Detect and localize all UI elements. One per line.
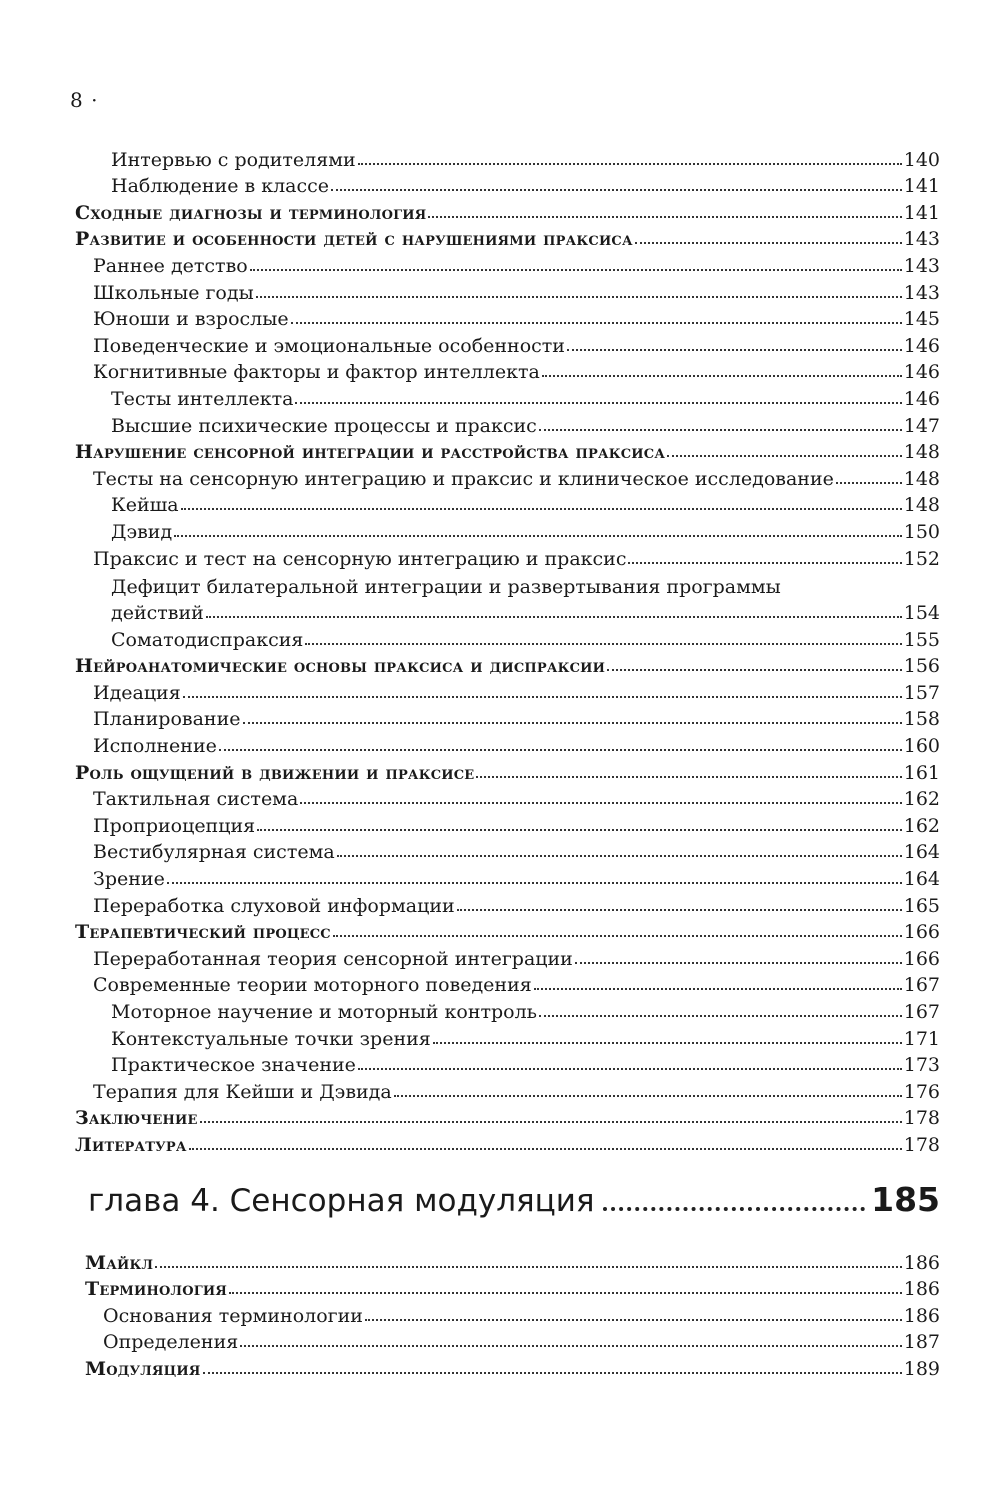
toc-entry-page: 158 (903, 708, 940, 731)
toc-entry-title: Литература (75, 1133, 187, 1156)
toc-entry (75, 250, 940, 277)
leader-dots (534, 988, 902, 990)
toc-entry-page: 167 (903, 1001, 940, 1023)
toc-entry (75, 943, 940, 970)
toc-entry (85, 1327, 940, 1354)
toc-entry-title: Заключение (75, 1107, 198, 1130)
toc-entry (75, 651, 940, 678)
toc-entry (75, 970, 940, 997)
toc-entry-page: 152 (903, 547, 940, 570)
toc-entry (75, 1050, 940, 1077)
leader-dots (394, 1095, 902, 1097)
toc-entry (75, 784, 940, 811)
toc-entry-page: 141 (903, 201, 940, 224)
toc-entry-title: Кейша (111, 494, 179, 517)
toc-entry (85, 1247, 940, 1274)
toc-entry (75, 304, 940, 331)
leader-dots (457, 909, 902, 911)
page-number: 8 · (70, 88, 99, 112)
chapter-title: глава 4. Сенсорная модуляция (88, 1183, 595, 1219)
toc-entry-page: 167 (903, 974, 940, 997)
toc-entry-title: Тесты интеллекта (111, 387, 294, 410)
toc-entry (85, 1353, 940, 1380)
toc-entry-page: 186 (903, 1251, 940, 1274)
toc-entry (75, 837, 940, 864)
leader-dots (206, 616, 902, 618)
toc-entry-title: Контекстуальные точки зрения (111, 1027, 431, 1050)
toc-entry-title: Вестибулярная система (93, 841, 335, 864)
toc-entry-page: 166 (903, 947, 940, 970)
toc-entry-title: Терапия для Кейши и Дэвида (93, 1080, 392, 1103)
toc-entry-page: 189 (903, 1357, 940, 1380)
leader-dots (365, 1319, 902, 1321)
toc-entry (75, 677, 940, 704)
toc-entry-title: Соматодиспраксия (111, 628, 304, 651)
toc-entry (75, 1129, 940, 1156)
toc-entry-title: Терминология (85, 1278, 228, 1301)
toc-entry-page: 154 (903, 602, 940, 625)
toc-entry (75, 996, 940, 1023)
toc-entry (75, 171, 940, 198)
toc-entry (75, 1023, 940, 1050)
toc-entry (85, 1300, 940, 1327)
toc-entry-title: Зрение (93, 868, 165, 891)
leader-dots (203, 1372, 902, 1374)
toc-entry-page: 143 (903, 254, 940, 277)
leader-dots (229, 1292, 902, 1294)
toc-entry-title: Определения (103, 1331, 239, 1354)
toc-entry-page: 162 (903, 788, 940, 811)
toc-entry (75, 410, 940, 437)
toc-entry-page: 178 (903, 1133, 940, 1156)
leader-dots (539, 1015, 902, 1017)
toc-entry (75, 1103, 940, 1130)
leader-dots (295, 402, 901, 404)
toc-entry-title: Нарушение сенсорной интеграции и расстройства праксиса (75, 441, 666, 464)
toc-entry-page: 186 (903, 1278, 940, 1301)
toc-entry (85, 1274, 940, 1301)
toc-entry (75, 383, 940, 410)
toc-entry (75, 437, 940, 464)
leader-dots (243, 722, 902, 724)
toc-entry (75, 863, 940, 890)
leader-dots (667, 455, 902, 457)
toc-entry (75, 757, 940, 784)
toc-entry-page: 143 (903, 281, 940, 304)
leader-dots (567, 349, 902, 351)
toc-entry-page: 156 (903, 655, 940, 678)
toc-entry (75, 570, 940, 598)
toc-entry-page: 166 (903, 921, 940, 944)
toc-entry-title: Дефицит билатеральной интеграции и развертывания программы (111, 575, 781, 598)
toc-entry-title: Переработанная теория сенсорной интеграции (93, 947, 573, 970)
toc-entry-page: 165 (903, 894, 940, 917)
toc-entry-page: 141 (903, 175, 940, 198)
toc-entry-page: 147 (903, 414, 940, 437)
leader-dots (358, 1068, 902, 1070)
toc-entry-page: 150 (903, 520, 940, 543)
toc-entry-title: Исполнение (93, 735, 217, 758)
leader-dots (433, 1042, 902, 1044)
leader-dots (183, 696, 902, 698)
table-of-contents-continued (85, 1247, 940, 1380)
leader-dots (200, 1121, 902, 1123)
toc-entry-title: Моторное научение и моторный контроль (111, 1001, 538, 1023)
toc-entry-page: 178 (903, 1107, 940, 1130)
toc-entry-page: 140 (903, 148, 940, 171)
toc-entry-page: 160 (903, 735, 940, 758)
toc-entry (75, 730, 940, 757)
leader-dots (219, 749, 902, 751)
leader-dots (291, 322, 902, 324)
toc-entry-page: 148 (903, 441, 940, 464)
toc-entry-page: 157 (903, 681, 940, 704)
toc-entry-title: Раннее детство (93, 254, 248, 277)
toc-entry-page: 146 (903, 334, 940, 357)
leader-dots (836, 482, 902, 484)
toc-entry-title: Современные теории моторного поведения (93, 974, 532, 997)
leader-dots (305, 643, 901, 645)
toc-entry (75, 543, 940, 570)
leader-dots (181, 508, 902, 510)
toc-entry-title: Роль ощущений в движении и праксисе (75, 761, 475, 784)
toc-entry (75, 463, 940, 490)
leader-dots (428, 216, 901, 218)
toc-entry-page: 143 (903, 228, 940, 251)
toc-entry-title: Когнитивные факторы и фактор интеллекта (93, 361, 540, 384)
toc-entry-title: Интервью с родителями (111, 148, 356, 171)
toc-entry (75, 144, 940, 171)
leader-dots (300, 802, 901, 804)
toc-entry-page: 148 (903, 467, 940, 490)
toc-entry-title: Тесты на сенсорную интеграцию и праксис и клиническое исследование (93, 467, 834, 490)
toc-entry-title: Нейроанатомические основы праксиса и диспраксии (75, 655, 606, 678)
toc-entry-page: 146 (903, 361, 940, 384)
toc-entry-page: 173 (903, 1054, 940, 1077)
toc-entry-page: 186 (903, 1304, 940, 1327)
leader-dots (607, 669, 902, 671)
table-of-contents (75, 144, 940, 1156)
leader-dots (240, 1345, 902, 1347)
toc-entry-page: 155 (903, 628, 940, 651)
leader-dots (542, 375, 902, 377)
toc-entry-page: 187 (903, 1331, 940, 1354)
chapter-heading (88, 1180, 940, 1219)
toc-entry-title: Идеация (93, 681, 181, 704)
chapter-page: 185 (871, 1180, 940, 1219)
toc-entry-title: Модуляция (85, 1357, 201, 1380)
toc-entry-title: Сходные диагнозы и терминология (75, 201, 427, 224)
toc-entry-page: 145 (903, 308, 940, 331)
toc-entry-page: 164 (903, 868, 940, 891)
toc-entry-page: 162 (903, 814, 940, 837)
toc-entry-title: Дэвид (111, 520, 173, 543)
toc-entry (75, 810, 940, 837)
leader-dots (628, 562, 901, 564)
leader-dots (174, 535, 902, 537)
leader-dots (250, 269, 902, 271)
leader-dots (476, 776, 901, 778)
leader-dots (635, 242, 902, 244)
toc-entry-title: Высшие психические процессы и праксис (111, 414, 537, 437)
toc-entry (75, 197, 940, 224)
toc-entry-title: Основания терминологии (103, 1304, 363, 1327)
toc-entry (75, 490, 940, 517)
toc-entry-title: Майкл (85, 1251, 154, 1274)
toc-entry-title: Школьные годы (93, 281, 254, 304)
leader-dots (358, 163, 902, 165)
leader-dots (331, 189, 902, 191)
toc-entry-title: Практическое значение (111, 1054, 356, 1077)
toc-entry-title: Тактильная система (93, 788, 299, 811)
toc-entry-title: Поведенческие и эмоциональные особенности (93, 334, 565, 357)
toc-entry-title: Планирование (93, 708, 241, 731)
leader-dots (189, 1148, 902, 1150)
leader-dots (167, 882, 902, 884)
toc-entry (75, 624, 940, 651)
leader-dots (603, 1207, 866, 1211)
toc-entry-title: Проприоцепция (93, 814, 256, 837)
toc-entry (75, 598, 940, 625)
toc-entry-page: 171 (903, 1027, 940, 1050)
toc-entry-title: Переработка слуховой информации (93, 894, 455, 917)
leader-dots (337, 855, 902, 857)
toc-entry-page: 176 (903, 1080, 940, 1103)
toc-entry (75, 1076, 940, 1103)
toc-entry-title: Наблюдение в классе (111, 175, 330, 198)
toc-entry (75, 890, 940, 917)
toc-entry (75, 704, 940, 731)
leader-dots (155, 1266, 902, 1268)
leader-dots (333, 935, 902, 937)
toc-entry-page: 148 (903, 494, 940, 517)
leader-dots (256, 296, 902, 298)
toc-entry (75, 224, 940, 251)
toc-entry (75, 516, 940, 543)
toc-entry-page: 161 (903, 761, 940, 784)
toc-entry-title: Юноши и взрослые (93, 308, 289, 331)
toc-entry (75, 277, 940, 304)
toc-entry (75, 330, 940, 357)
toc-entry-title: Терапевтический процесс (75, 921, 331, 944)
toc-entry-title: действий (111, 602, 204, 625)
toc-entry (75, 917, 940, 944)
toc-entry-title: Праксис и тест на сенсорную интеграцию и праксис (93, 547, 627, 570)
leader-dots (575, 962, 902, 964)
toc-entry-title: Развитие и особенности детей с нарушениями праксиса (75, 228, 633, 251)
toc-entry-page: 164 (903, 841, 940, 864)
leader-dots (539, 429, 902, 431)
leader-dots (257, 829, 902, 831)
toc-entry (75, 357, 940, 384)
toc-entry-page: 146 (903, 387, 940, 410)
